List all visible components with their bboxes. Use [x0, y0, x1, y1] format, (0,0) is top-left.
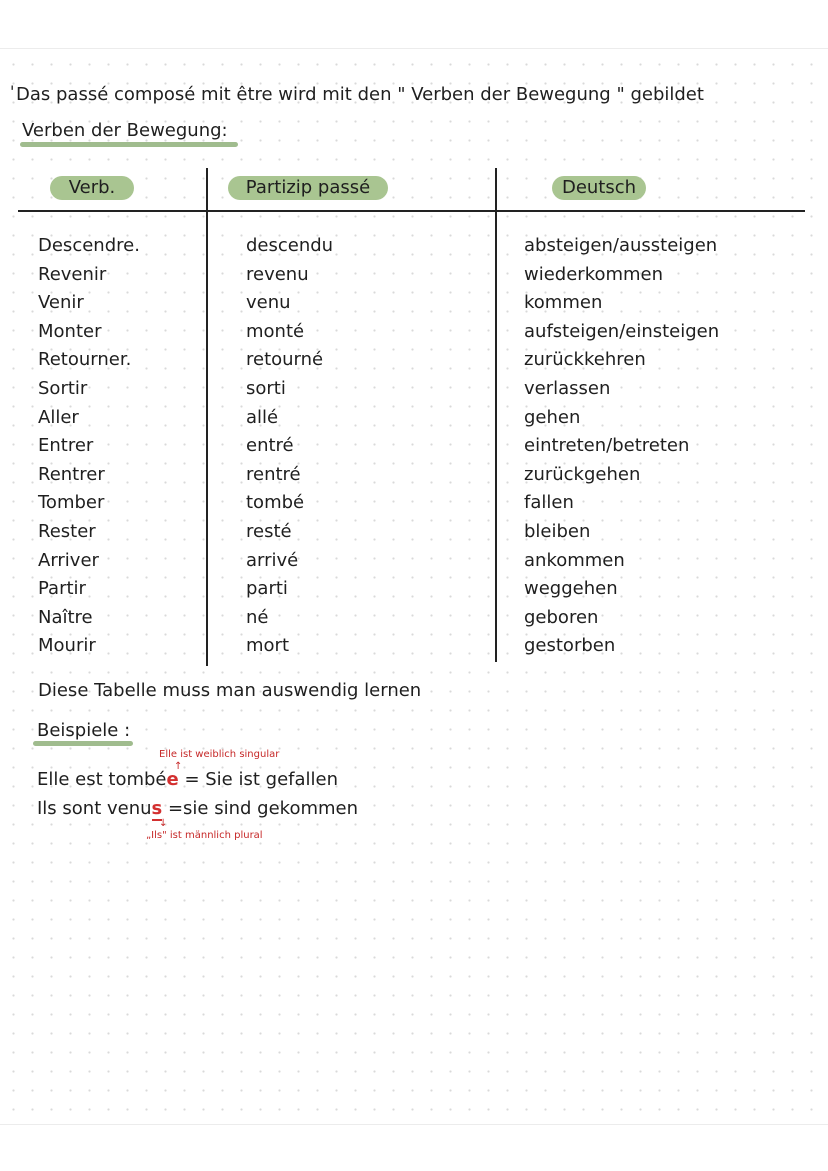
participle-cell: sorti [246, 377, 286, 399]
participle-cell: mort [246, 635, 290, 657]
heading-highlight [20, 142, 238, 147]
verb-cell: Retourner. [38, 349, 132, 371]
verb-cell: Aller [38, 406, 79, 428]
participle-cell: monté [246, 320, 305, 342]
participle-cell: tombé [246, 492, 305, 514]
example-line-2 [37, 798, 358, 819]
participle-cell: entré [246, 435, 294, 457]
verb-cell: Mourir [38, 635, 96, 657]
annotation-feminine-singular: Elle ist weiblich singular [159, 749, 280, 760]
participle-cell: descendu [246, 235, 334, 256]
participle-cell: parti [246, 578, 288, 600]
examples-highlight [33, 741, 133, 746]
verb-column [38, 233, 140, 662]
header-german: Deutsch [552, 176, 646, 200]
example-2-before: Ils sont venu [37, 798, 152, 819]
participle-cell: venu [246, 292, 291, 314]
intro-sentence: Das passé composé mit être wird mit den " Verben der Bewegung " gebildet [16, 84, 704, 105]
section-heading: Verben der Bewegung: [22, 120, 228, 141]
participle-cell: rentré [246, 463, 301, 485]
german-cell: zurückkehren [524, 349, 646, 371]
german-cell: aufsteigen/einsteigen [524, 320, 720, 342]
verb-cell: Tomber [38, 492, 105, 514]
example-line-1 [37, 769, 338, 790]
verb-cell: Venir [38, 292, 84, 314]
participle-cell: allé [246, 406, 279, 428]
participle-cell: arrivé [246, 549, 299, 571]
table-column-divider-2 [495, 168, 497, 662]
participle-cell: resté [246, 520, 292, 542]
german-cell: zurückgehen [524, 463, 641, 485]
verb-cell: Revenir [38, 263, 107, 285]
german-cell: kommen [524, 292, 603, 314]
verb-cell: Arriver [38, 549, 99, 571]
annotation-masculine-plural: „Ils" ist männlich plural [146, 830, 263, 841]
example-1-after: = Sie ist gefallen [178, 769, 338, 790]
verb-cell: Rester [38, 520, 96, 542]
german-cell: absteigen/aussteigen [524, 235, 718, 256]
header-verb: Verb. [50, 176, 134, 200]
german-cell: gehen [524, 406, 581, 428]
verb-cell: Monter [38, 320, 102, 342]
example-2-after: =sie sind gekommen [162, 798, 359, 819]
german-cell: geboren [524, 606, 599, 628]
participle-cell: revenu [246, 263, 309, 285]
example-2-highlight: s [151, 798, 163, 819]
verb-cell: Naître [38, 606, 93, 628]
german-cell: weggehen [524, 578, 618, 600]
verb-cell: Sortir [38, 377, 88, 399]
verb-cell: Descendre. [38, 235, 140, 256]
memorize-note: Diese Tabelle muss man auswendig lernen [38, 680, 422, 701]
header-participle: Partizip passé [228, 176, 388, 200]
example-1-before: Elle est tombé [37, 769, 167, 790]
verb-cell: Partir [38, 578, 86, 600]
participle-column [246, 233, 333, 662]
german-cell: ankommen [524, 549, 625, 571]
up-arrow-icon: ↑ [174, 761, 183, 772]
table-column-divider-1 [206, 168, 208, 666]
down-arrow-icon: ↓ [159, 818, 168, 829]
german-cell: eintreten/betreten [524, 435, 690, 457]
german-cell: gestorben [524, 635, 616, 657]
participle-cell: né [246, 606, 269, 628]
german-cell: bleiben [524, 520, 591, 542]
examples-label: Beispiele : [37, 720, 131, 741]
german-column [524, 233, 719, 662]
participle-cell: retourné [246, 349, 324, 371]
german-cell: fallen [524, 492, 574, 514]
intro-mark: ' [10, 82, 15, 101]
german-cell: verlassen [524, 377, 611, 399]
verb-cell: Rentrer [38, 463, 105, 485]
german-cell: wiederkommen [524, 263, 664, 285]
example-1-highlight: e [166, 769, 179, 790]
table-header-rule [18, 210, 805, 212]
verb-cell: Entrer [38, 435, 94, 457]
